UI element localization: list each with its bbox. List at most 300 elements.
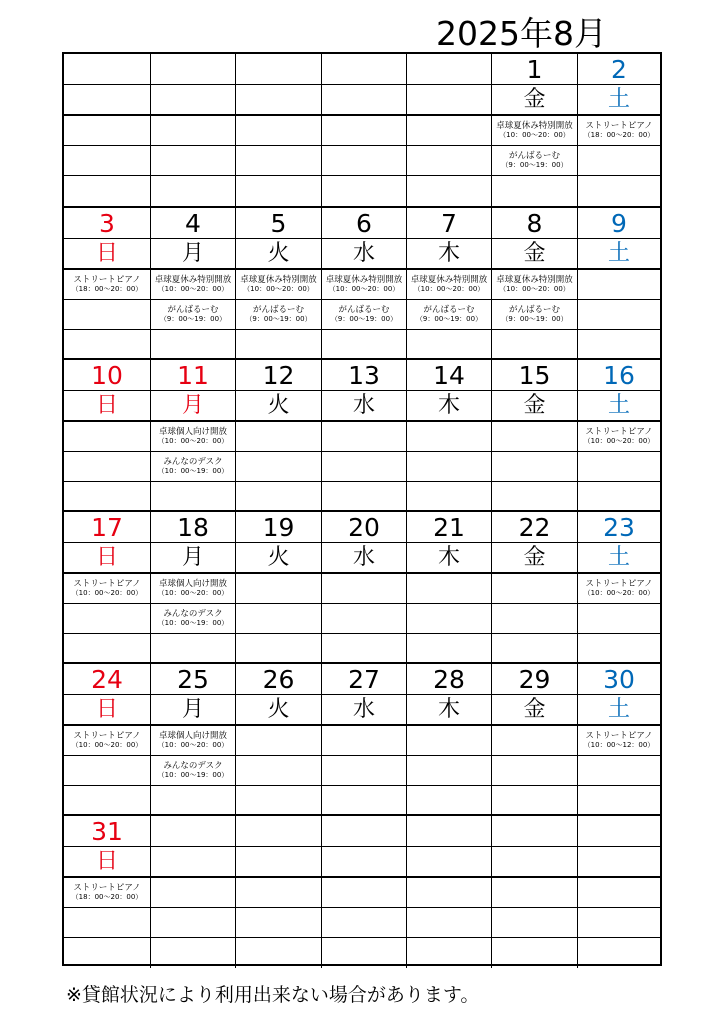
day-cell <box>491 208 577 360</box>
event-name: がんばるーむ <box>508 151 560 161</box>
grid-line <box>407 907 491 908</box>
weekday-label: 土 <box>607 697 630 722</box>
grid-line <box>151 329 235 330</box>
grid-line <box>492 755 577 756</box>
event-entry <box>492 116 577 146</box>
event-time: （10：00〜20：00） <box>71 741 143 749</box>
grid-line <box>151 542 235 543</box>
weekday-label: 水 <box>352 393 375 418</box>
grid-line <box>407 145 491 146</box>
grid-line <box>492 603 577 604</box>
grid-line <box>407 755 491 756</box>
event-name: ストリートピアノ <box>585 579 653 589</box>
event-name: がんばるーむ <box>167 305 219 315</box>
event-name: ストリートピアノ <box>73 731 141 741</box>
grid-line <box>492 238 577 239</box>
grid-line <box>64 755 150 756</box>
grid-line <box>64 572 150 574</box>
grid-line <box>492 84 577 85</box>
day-cell <box>64 816 150 968</box>
weekday-label: 月 <box>181 697 204 722</box>
day-cell <box>406 208 491 360</box>
event-time: （10：00〜20：00） <box>499 285 570 293</box>
day-number: 10 <box>91 361 123 390</box>
grid-line <box>151 876 235 878</box>
grid-line <box>492 907 577 908</box>
event-time: （9：00〜19：00） <box>501 315 568 323</box>
day-cell <box>64 360 150 512</box>
grid-line <box>407 694 491 695</box>
grid-line <box>407 481 491 482</box>
grid-line <box>236 451 321 452</box>
grid-line <box>151 481 235 482</box>
day-number: 16 <box>603 361 635 390</box>
grid-line <box>407 329 491 330</box>
grid-line <box>492 876 577 878</box>
grid-line <box>407 785 491 786</box>
empty-cell <box>577 816 660 968</box>
grid-line <box>407 937 491 938</box>
grid-line <box>236 329 321 330</box>
weekday-label: 日 <box>95 545 118 570</box>
event-time: （10：00〜19：00） <box>157 619 229 627</box>
weekday-label: 木 <box>437 241 460 266</box>
day-cell <box>321 208 406 360</box>
day-cell <box>577 208 660 360</box>
weekday-label: 木 <box>437 545 460 570</box>
grid-line <box>236 724 321 726</box>
event-name: ストリートピアノ <box>585 121 653 131</box>
calendar-title: 2025年8月 <box>436 14 607 53</box>
grid-line <box>151 755 235 756</box>
grid-line <box>578 542 660 543</box>
day-number: 15 <box>518 361 551 390</box>
empty-cell <box>321 816 406 968</box>
grid-line <box>578 451 660 452</box>
event-name: 卓球個人向け開放 <box>158 427 227 437</box>
grid-line <box>492 114 577 116</box>
grid-line <box>407 846 491 847</box>
event-entry <box>64 726 150 756</box>
event-time: （18：00〜20：00） <box>583 131 655 139</box>
event-entry <box>322 300 406 330</box>
event-time: （10：00〜20：00） <box>157 741 229 749</box>
day-cell <box>577 664 660 816</box>
event-entry <box>578 574 660 604</box>
grid-line <box>64 390 150 391</box>
day-number: 31 <box>91 817 123 846</box>
day-number: 4 <box>185 209 201 238</box>
grid-line <box>492 299 577 300</box>
grid-line <box>407 572 491 574</box>
day-number: 23 <box>603 513 635 542</box>
day-cell <box>64 664 150 816</box>
day-cell <box>406 512 491 664</box>
grid-line <box>236 238 321 239</box>
day-number: 3 <box>99 209 115 238</box>
grid-line <box>64 299 150 300</box>
grid-line <box>492 785 577 786</box>
day-cell <box>64 512 150 664</box>
day-cell <box>321 360 406 512</box>
weekday-label: 水 <box>352 545 375 570</box>
grid-line <box>322 755 406 756</box>
event-time: （10：00〜20：00） <box>583 437 655 445</box>
grid-line <box>322 114 406 116</box>
event-entry <box>236 300 321 330</box>
day-cell <box>491 54 577 206</box>
event-entry <box>151 300 235 330</box>
event-time: （9：00〜19：00） <box>330 315 398 323</box>
day-cell <box>577 360 660 512</box>
day-number: 30 <box>603 665 635 694</box>
grid-line <box>236 175 321 176</box>
day-cell <box>577 512 660 664</box>
event-time: （10：00〜19：00） <box>157 771 229 779</box>
grid-line <box>492 724 577 726</box>
grid-line <box>151 268 235 270</box>
grid-line <box>492 390 577 391</box>
empty-cell <box>235 816 321 968</box>
event-name: ストリートピアノ <box>73 579 141 589</box>
day-cell <box>321 664 406 816</box>
weekday-label: 月 <box>181 241 204 266</box>
day-cell <box>577 54 660 206</box>
weekday-label: 土 <box>607 545 630 570</box>
grid-line <box>64 907 150 908</box>
grid-line <box>151 937 235 938</box>
event-name: がんばるーむ <box>252 305 304 315</box>
event-time: （9：00〜19：00） <box>159 315 227 323</box>
day-cell <box>235 360 321 512</box>
grid-line <box>407 876 491 878</box>
grid-line <box>151 451 235 452</box>
event-name: ストリートピアノ <box>73 883 141 893</box>
grid-line <box>578 114 660 116</box>
day-number: 25 <box>177 665 209 694</box>
grid-line <box>322 542 406 543</box>
calendar-week <box>64 814 660 968</box>
grid-line <box>151 785 235 786</box>
event-entry <box>492 300 577 330</box>
grid-line <box>407 451 491 452</box>
grid-line <box>578 633 660 634</box>
event-entry <box>151 574 235 604</box>
event-time: （9：00〜19：00） <box>501 161 568 169</box>
grid-line <box>578 785 660 786</box>
grid-line <box>492 572 577 574</box>
event-time: （10：00〜12：00） <box>583 741 655 749</box>
grid-line <box>64 937 150 938</box>
grid-line <box>236 114 321 116</box>
day-number: 6 <box>356 209 372 238</box>
empty-cell <box>150 816 235 968</box>
grid-line <box>322 84 406 85</box>
grid-line <box>64 694 150 695</box>
event-name: みんなのデスク <box>163 609 223 619</box>
grid-line <box>322 724 406 726</box>
grid-line <box>492 329 577 330</box>
grid-line <box>578 694 660 695</box>
grid-line <box>236 755 321 756</box>
empty-cell <box>235 54 321 206</box>
grid-line <box>492 846 577 847</box>
grid-line <box>64 603 150 604</box>
grid-line <box>407 114 491 116</box>
grid-line <box>578 937 660 938</box>
event-time: （10：00〜20：00） <box>499 131 570 139</box>
grid-line <box>64 145 150 146</box>
grid-line <box>151 846 235 847</box>
day-number: 8 <box>526 209 543 238</box>
grid-line <box>236 876 321 878</box>
grid-line <box>407 238 491 239</box>
grid-line <box>236 299 321 300</box>
event-entry <box>578 726 660 756</box>
grid-line <box>492 420 577 422</box>
event-name: 卓球夏休み特別開放 <box>410 275 488 285</box>
day-cell <box>321 512 406 664</box>
event-name: ストリートピアノ <box>585 731 653 741</box>
weekday-label: 土 <box>607 241 630 266</box>
grid-line <box>64 114 150 116</box>
grid-line <box>407 633 491 634</box>
grid-line <box>492 694 577 695</box>
day-cell <box>491 664 577 816</box>
empty-cell <box>491 816 577 968</box>
day-cell <box>150 512 235 664</box>
weekday-label: 金 <box>523 241 546 266</box>
grid-line <box>578 299 660 300</box>
day-number: 22 <box>518 513 551 542</box>
grid-line <box>322 145 406 146</box>
grid-line <box>578 84 660 85</box>
day-number: 26 <box>262 665 295 694</box>
event-name: 卓球夏休み特別開放 <box>154 275 232 285</box>
grid-line <box>236 785 321 786</box>
grid-line <box>407 603 491 604</box>
grid-line <box>64 175 150 176</box>
day-cell <box>150 360 235 512</box>
day-number: 7 <box>441 209 457 238</box>
grid-line <box>64 846 150 847</box>
day-cell <box>491 360 577 512</box>
event-time: （18：00〜20：00） <box>71 285 143 293</box>
event-time: （10：00〜20：00） <box>583 589 655 597</box>
day-number: 1 <box>526 55 543 84</box>
weekday-label: 月 <box>181 545 204 570</box>
event-time: （10：00〜20：00） <box>157 437 229 445</box>
grid-line <box>151 603 235 604</box>
grid-line <box>236 84 321 85</box>
grid-line <box>578 846 660 847</box>
calendar-week <box>64 206 660 360</box>
grid-line <box>492 633 577 634</box>
day-cell <box>235 664 321 816</box>
weekday-label: 金 <box>523 393 546 418</box>
grid-line <box>64 451 150 452</box>
grid-line <box>151 84 235 85</box>
weekday-label: 木 <box>437 393 460 418</box>
empty-cell <box>64 54 150 206</box>
event-time: （10：00〜20：00） <box>71 589 143 597</box>
day-number: 12 <box>262 361 295 390</box>
day-number: 29 <box>518 665 551 694</box>
grid-line <box>322 299 406 300</box>
weekday-label: 日 <box>95 393 118 418</box>
grid-line <box>151 390 235 391</box>
grid-line <box>236 390 321 391</box>
grid-line <box>407 268 491 270</box>
grid-line <box>322 603 406 604</box>
grid-line <box>236 542 321 543</box>
event-name: 卓球個人向け開放 <box>158 579 227 589</box>
day-cell <box>235 208 321 360</box>
grid-line <box>151 907 235 908</box>
day-number: 14 <box>433 361 465 390</box>
grid-line <box>236 603 321 604</box>
event-entry <box>578 422 660 452</box>
grid-line <box>151 299 235 300</box>
grid-line <box>236 907 321 908</box>
grid-line <box>322 846 406 847</box>
weekday-label: 水 <box>352 697 375 722</box>
event-name: ストリートピアノ <box>73 275 141 285</box>
day-number: 27 <box>348 665 380 694</box>
event-time: （9：00〜19：00） <box>245 315 312 323</box>
grid-line <box>151 175 235 176</box>
event-entry <box>492 270 577 300</box>
grid-line <box>151 694 235 695</box>
grid-line <box>151 724 235 726</box>
grid-line <box>322 907 406 908</box>
grid-line <box>407 724 491 726</box>
grid-line <box>151 238 235 239</box>
event-time: （10：00〜20：00） <box>328 285 400 293</box>
footer-note: ※貸館状況により利用出来ない場合があります。 <box>66 984 480 1006</box>
event-entry <box>151 270 235 300</box>
day-cell <box>406 360 491 512</box>
event-name: がんばるーむ <box>508 305 560 315</box>
weekday-label: 土 <box>607 87 630 112</box>
grid-line <box>151 420 235 422</box>
day-cell <box>150 664 235 816</box>
grid-line <box>151 633 235 634</box>
grid-line <box>578 724 660 726</box>
grid-line <box>64 84 150 85</box>
day-number: 17 <box>91 513 123 542</box>
event-name: 卓球夏休み特別開放 <box>496 275 573 285</box>
grid-line <box>322 876 406 878</box>
grid-line <box>236 846 321 847</box>
empty-cell <box>321 54 406 206</box>
weekday-label: 金 <box>523 87 546 112</box>
grid-line <box>322 238 406 239</box>
calendar-week <box>64 510 660 664</box>
event-time: （18：00〜20：00） <box>71 893 143 901</box>
grid-line <box>236 572 321 574</box>
day-number: 20 <box>348 513 380 542</box>
grid-line <box>578 329 660 330</box>
weekday-label: 木 <box>437 697 460 722</box>
grid-line <box>322 572 406 574</box>
event-name: 卓球個人向け開放 <box>158 731 227 741</box>
day-cell <box>64 208 150 360</box>
grid-line <box>236 420 321 422</box>
day-number: 2 <box>611 55 627 84</box>
event-name: がんばるーむ <box>338 305 390 315</box>
grid-line <box>322 451 406 452</box>
grid-line <box>407 390 491 391</box>
grid-line <box>64 876 150 878</box>
event-time: （10：00〜20：00） <box>157 285 229 293</box>
calendar-week <box>64 358 660 512</box>
grid-line <box>64 268 150 270</box>
grid-line <box>322 390 406 391</box>
day-number: 11 <box>177 361 209 390</box>
grid-line <box>322 785 406 786</box>
day-cell <box>406 664 491 816</box>
event-entry <box>151 452 235 482</box>
grid-line <box>64 329 150 330</box>
empty-cell <box>406 54 491 206</box>
grid-line <box>578 907 660 908</box>
grid-line <box>578 268 660 270</box>
day-cell <box>150 208 235 360</box>
day-number: 5 <box>270 209 287 238</box>
event-entry <box>236 270 321 300</box>
day-number: 18 <box>177 513 209 542</box>
event-entry <box>578 116 660 146</box>
day-number: 9 <box>611 209 627 238</box>
grid-line <box>236 268 321 270</box>
grid-line <box>578 481 660 482</box>
day-number: 28 <box>433 665 465 694</box>
grid-line <box>578 755 660 756</box>
weekday-label: 火 <box>267 393 290 418</box>
grid-line <box>322 268 406 270</box>
event-entry <box>151 726 235 756</box>
calendar-grid <box>62 52 662 966</box>
grid-line <box>322 175 406 176</box>
event-name: がんばるーむ <box>423 305 475 315</box>
grid-line <box>322 420 406 422</box>
weekday-label: 日 <box>95 241 118 266</box>
day-cell <box>491 512 577 664</box>
event-name: 卓球夏休み特別開放 <box>240 275 317 285</box>
grid-line <box>407 542 491 543</box>
event-time: （10：00〜20：00） <box>157 589 229 597</box>
grid-line <box>64 633 150 634</box>
grid-line <box>492 451 577 452</box>
grid-line <box>64 542 150 543</box>
event-entry <box>492 146 577 176</box>
weekday-label: 水 <box>352 241 375 266</box>
grid-line <box>236 481 321 482</box>
event-entry <box>151 422 235 452</box>
grid-line <box>151 572 235 574</box>
event-name: みんなのデスク <box>163 457 223 467</box>
event-entry <box>407 300 491 330</box>
day-number: 21 <box>433 513 465 542</box>
grid-line <box>236 694 321 695</box>
grid-line <box>578 238 660 239</box>
grid-line <box>64 420 150 422</box>
grid-line <box>64 238 150 239</box>
grid-line <box>322 329 406 330</box>
event-time: （10：00〜20：00） <box>413 285 485 293</box>
grid-line <box>492 268 577 270</box>
